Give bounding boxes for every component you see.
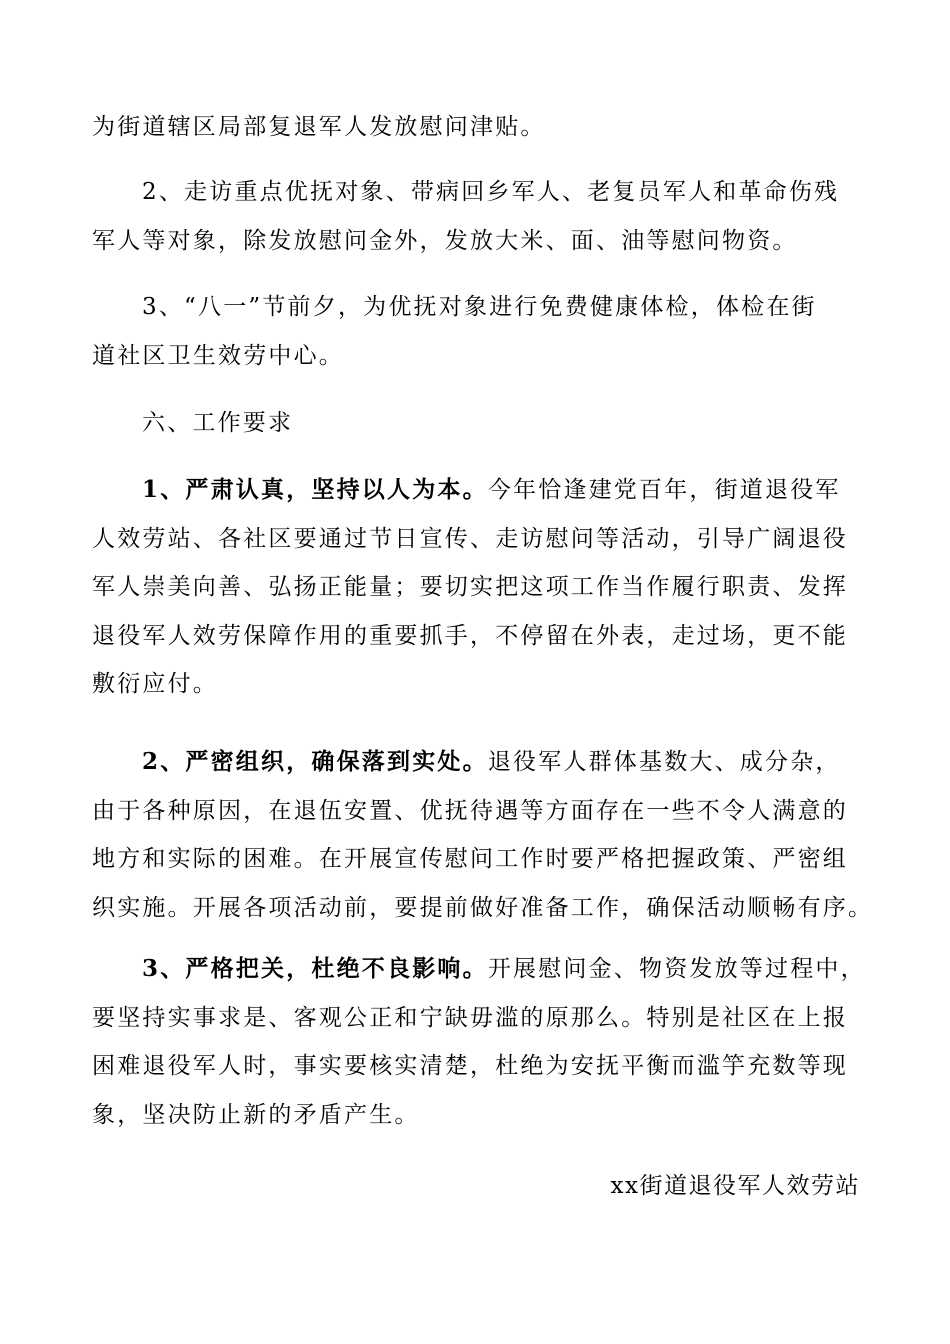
text-line: 军人等对象，除发放慰问金外，发放大米、面、油等慰问物资。 bbox=[92, 227, 798, 254]
text-line: 由于各种原因，在退伍安置、优抚待遇等方面存在一些不令人满意的 bbox=[92, 797, 848, 824]
requirement-title: 1、严肃认真，坚持以人为本。 bbox=[142, 476, 488, 503]
section-heading-text: 六、工作要求 bbox=[142, 410, 294, 436]
text-line: 道社区卫生效劳中心。 bbox=[92, 342, 344, 369]
text-line bbox=[92, 738, 862, 787]
requirement-1 bbox=[92, 466, 862, 709]
requirement-text: 今年恰逢建党百年，街道退役军 bbox=[487, 477, 841, 503]
requirement-text: 开展慰问金、物资发放等过程中， bbox=[487, 956, 866, 982]
requirement-2 bbox=[92, 738, 874, 932]
text-line: 地方和实际的困难。在开展宣传慰问工作时要严格把握政策、严密组 bbox=[92, 846, 848, 872]
requirement-title: 3、严格把关，杜绝不良影响。 bbox=[142, 955, 488, 982]
text-line: 织实施。开展各项活动前，要提前做好准备工作，确保活动顺畅有序。 bbox=[92, 894, 874, 921]
text-line: 困难退役军人时，事实要核实清楚，杜绝为安抚平衡而滥竽充数等现 bbox=[92, 1053, 848, 1079]
requirement-text: 退役军人群体基数大、成分杂， bbox=[487, 749, 841, 775]
text-line: 要坚持实事求是、客观公正和宁缺毋滥的原那么。特别是社区在上报 bbox=[92, 1004, 848, 1031]
text-line: 2、走访重点优抚对象、带病回乡军人、老复员军人和革命伤残 bbox=[142, 179, 840, 205]
text-line: 敷衍应付。 bbox=[92, 671, 218, 697]
section-heading bbox=[92, 399, 862, 448]
text-line: 人效劳站、各社区要通过节日宣传、走访慰问等活动，引导广阔退役 bbox=[92, 525, 848, 552]
text-line: 退役军人效劳保障作用的重要抓手，不停留在外表，走过场，更不能 bbox=[92, 622, 848, 649]
paragraph-item-3 bbox=[92, 283, 862, 380]
text-line: 象，坚决防止新的矛盾产生。 bbox=[92, 1101, 420, 1128]
text-line bbox=[92, 466, 862, 515]
text-line: 军人崇美向善、弘扬正能量；要切实把这项工作当作履行职责、发挥 bbox=[92, 574, 848, 600]
signature: xx街道退役军人效劳站 bbox=[610, 1173, 860, 1199]
requirement-title: 2、严密组织，确保落到实处。 bbox=[142, 748, 488, 775]
requirement-3 bbox=[92, 945, 866, 1139]
text-line bbox=[92, 945, 866, 994]
text-line: 3、“八一”节前夕，为优抚对象进行免费健康体检，体检在街 bbox=[142, 294, 817, 320]
text-line: 为街道辖区局部复退军人发放慰问津贴。 bbox=[92, 114, 546, 140]
paragraph-continuation bbox=[92, 103, 862, 152]
paragraph-item-2 bbox=[92, 168, 862, 265]
